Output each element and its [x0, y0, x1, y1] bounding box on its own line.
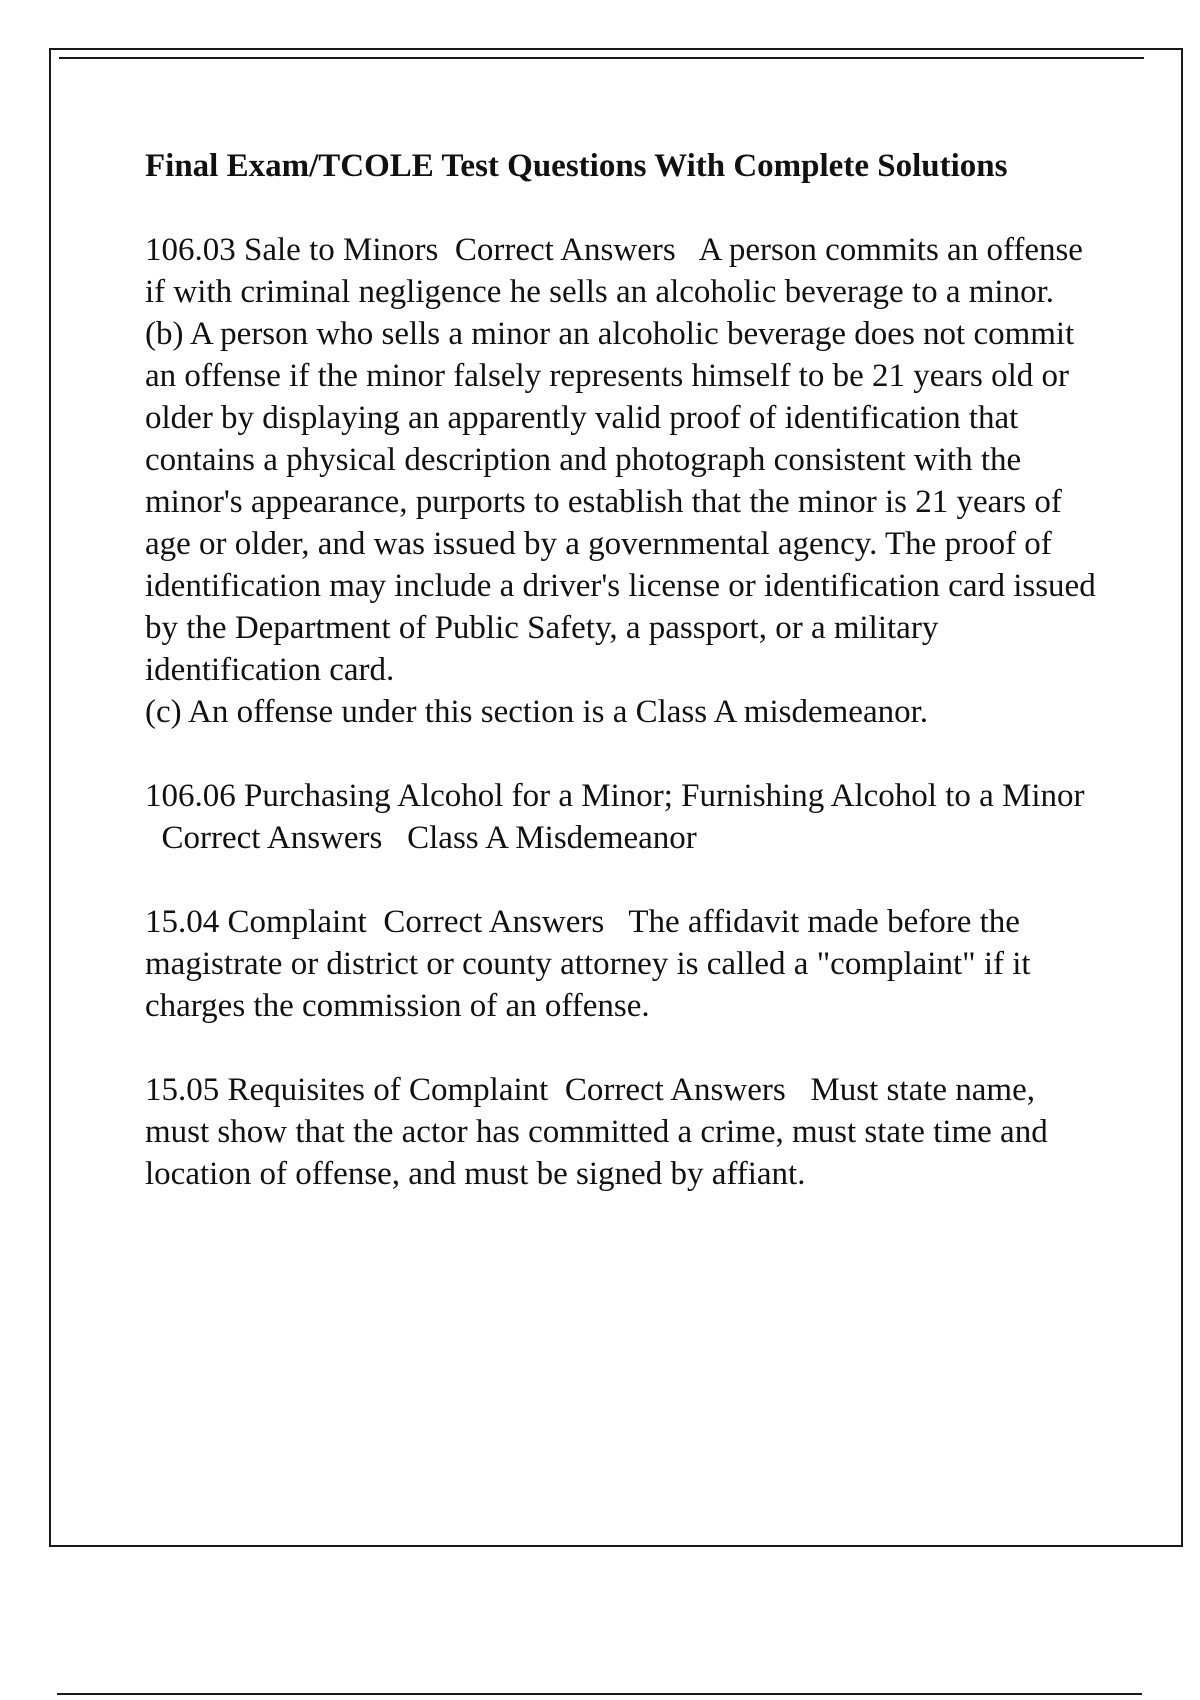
qa-paragraph [145, 229, 1105, 313]
qa-answer-paragraph: (b) A person who sells a minor an alcoholic beverage does not commit an offense if the minor falsely represents himself to be 21 years old or older by displaying an apparently valid proof of identification that contains a physical description and photograph consistent with the minor's appearance, purports to establish that the minor is 21 years of age or older, and was issued by a governmental agency. The proof of identification may include a driver's license or identification card issued by the Department of Public Safety, a passport, or a military identification card. [145, 316, 1096, 688]
top-rule [59, 57, 1144, 59]
bottom-rule [57, 1693, 1142, 1695]
qa-entry-15-05 [145, 1069, 1105, 1195]
qa-paragraph [145, 1069, 1105, 1195]
answer-marker: Correct Answers [383, 904, 605, 940]
answer-marker: Correct Answers [161, 820, 383, 856]
qa-term: 106.03 Sale to Minors [145, 232, 439, 268]
qa-paragraph [145, 775, 1105, 859]
qa-entry-106-03 [145, 229, 1105, 733]
document-title: Final Exam/TCOLE Test Questions With Complete Solutions [145, 148, 1008, 184]
qa-term: 15.04 Complaint [145, 904, 367, 940]
qa-entry-106-06 [145, 775, 1105, 859]
qa-answer: The affidavit made before the magistrate or district or county attorney is called a "complaint" if it charges the commission of an offense. [145, 904, 1031, 1024]
document-content [145, 145, 1105, 1237]
qa-term: 15.05 Requisites of Complaint [145, 1072, 549, 1108]
qa-answer-paragraph: (c) An offense under this section is a Class A misdemeanor. [145, 694, 929, 730]
qa-answer: A person commits an offense if with criminal negligence he sells an alcoholic beverage to a minor. [145, 232, 1083, 310]
qa-paragraph [145, 901, 1105, 1027]
qa-entry-15-04 [145, 901, 1105, 1027]
qa-answer: Class A Misdemeanor [407, 820, 697, 856]
answer-marker: Correct Answers [454, 232, 676, 268]
answer-marker: Correct Answers [564, 1072, 786, 1108]
qa-term: 106.06 Purchasing Alcohol for a Minor; Furnishing Alcohol to a Minor [145, 778, 1085, 814]
qa-answer: Must state name, must show that the actor has committed a crime, must state time and location of offense, and must be signed by affiant. [145, 1072, 1048, 1192]
